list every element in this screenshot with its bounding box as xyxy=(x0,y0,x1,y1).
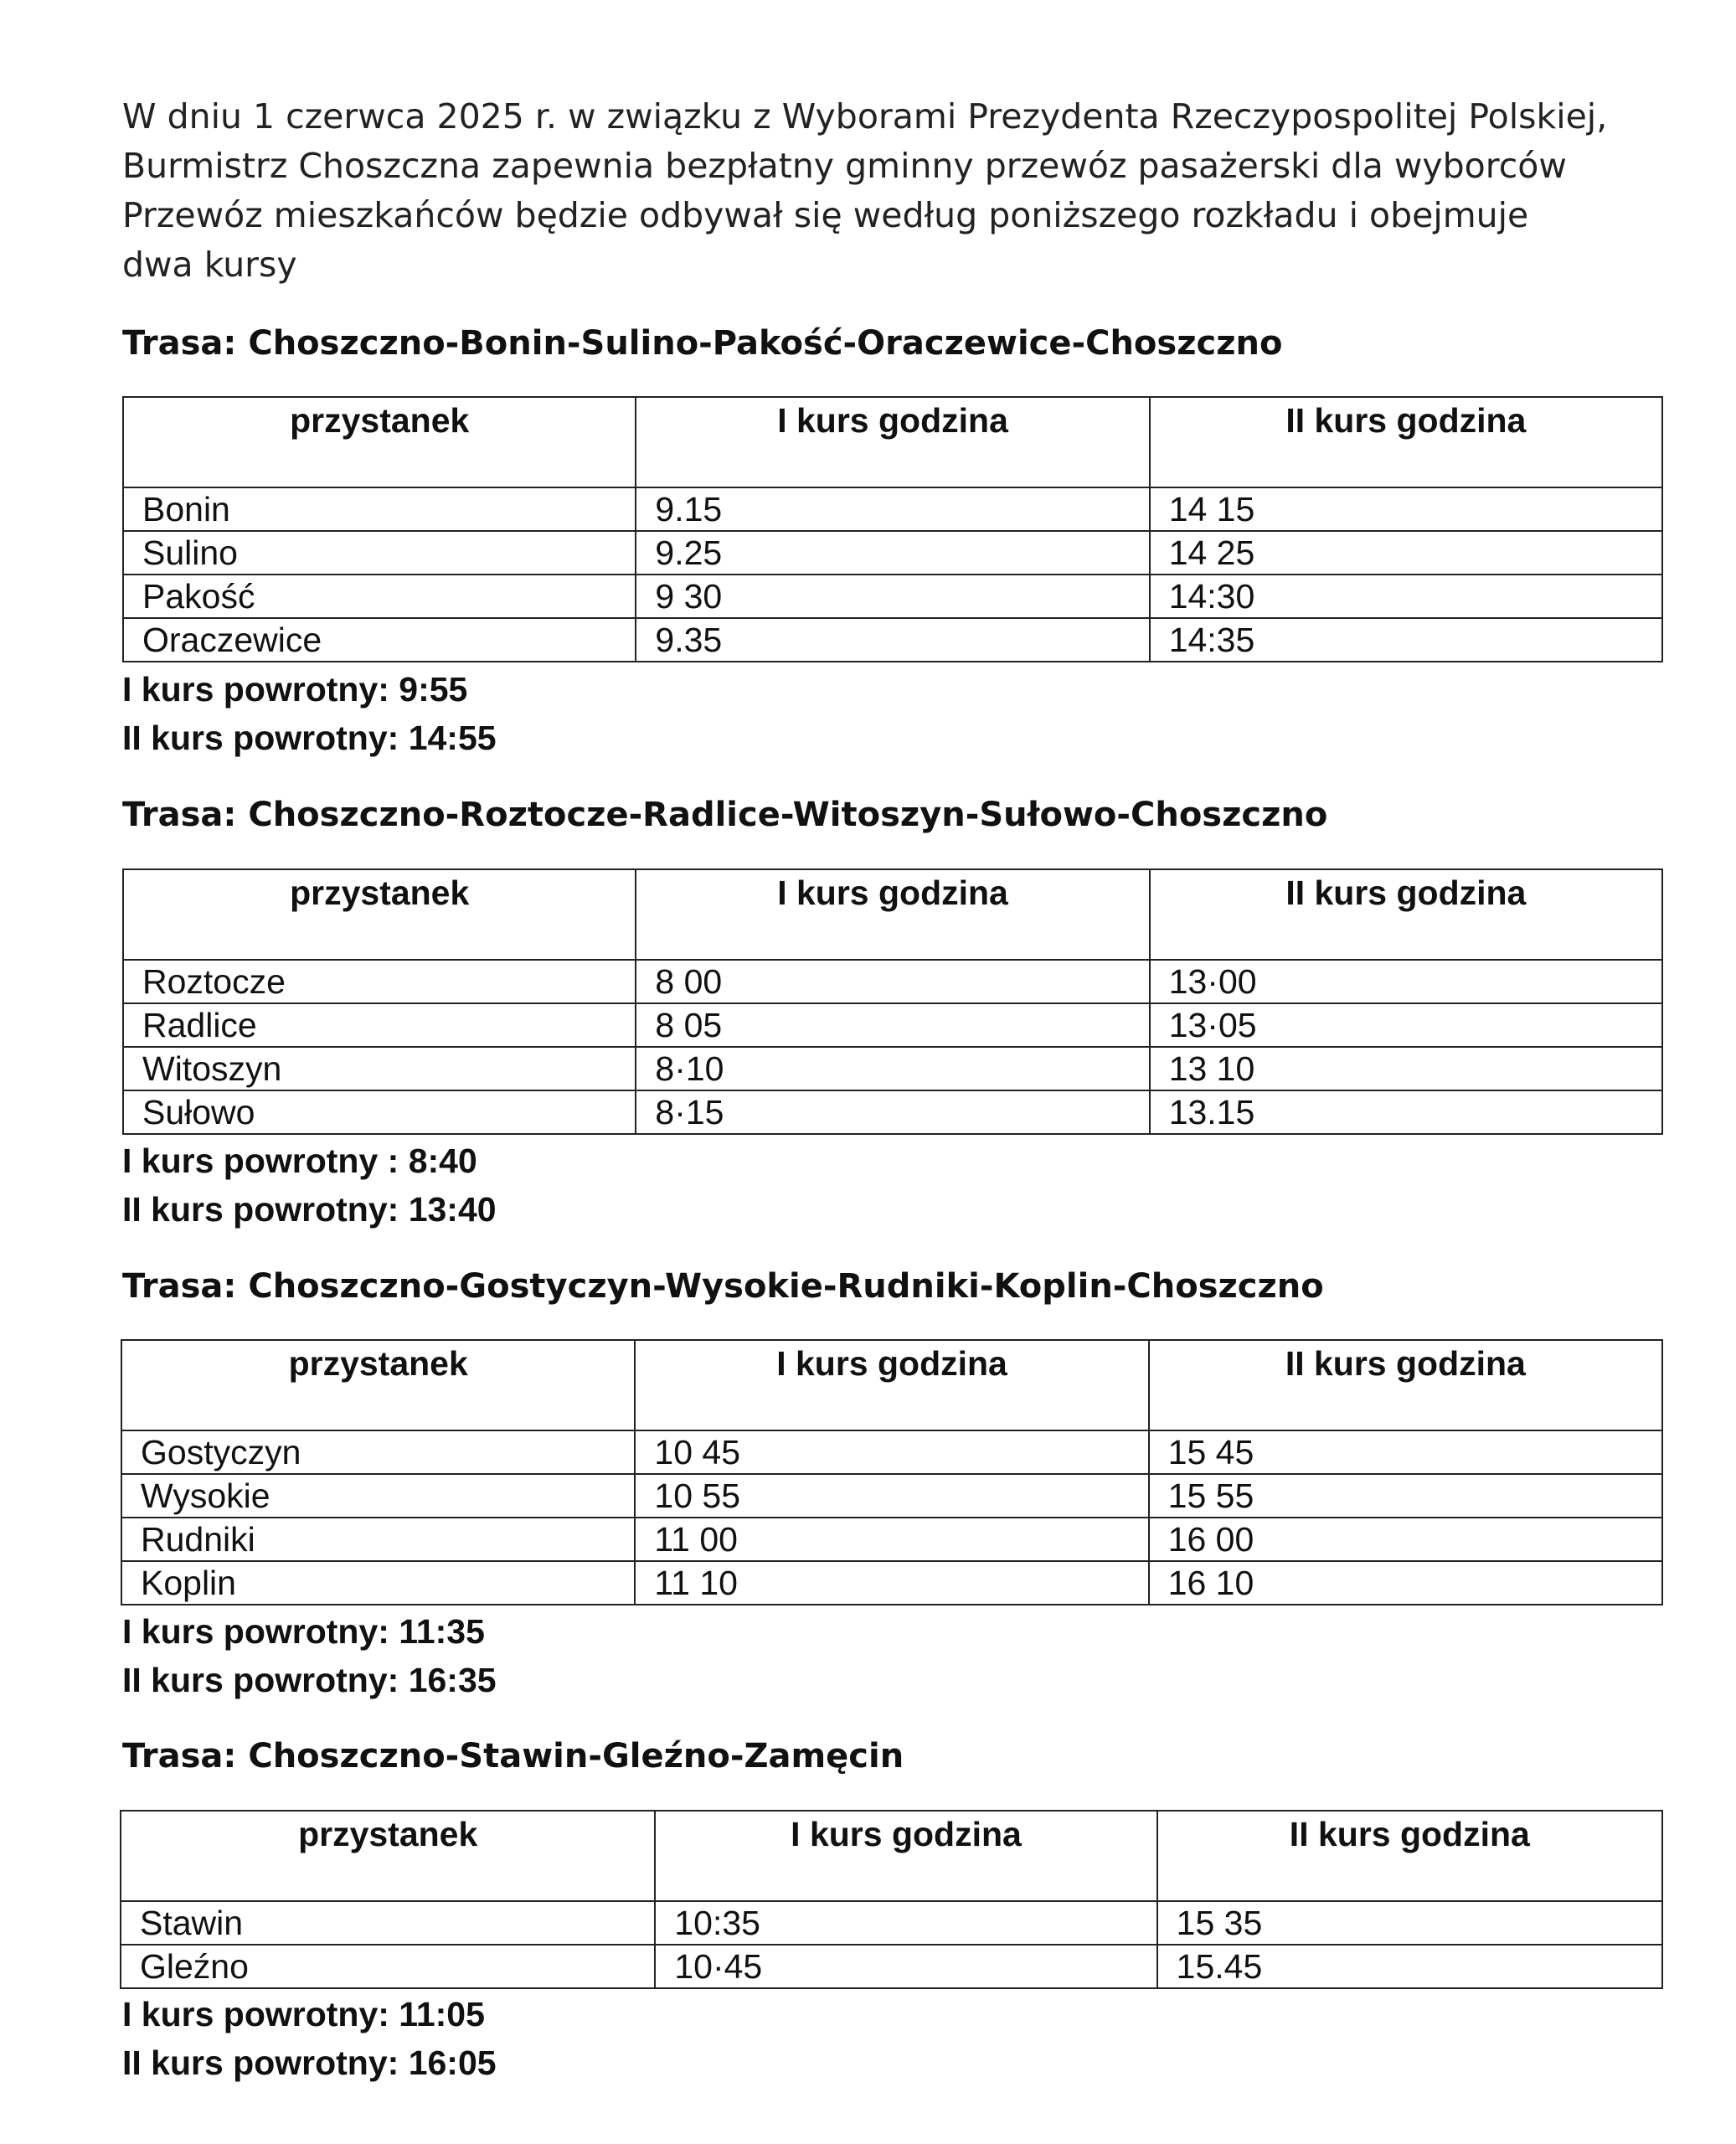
time-cell: 13.15 xyxy=(1150,1090,1662,1134)
table-row xyxy=(123,531,1662,575)
time-cell: 10:35 xyxy=(655,1901,1156,1945)
intro-line: dwa kursy xyxy=(122,245,297,285)
column-header: przystanek xyxy=(121,1811,655,1901)
schedule-table xyxy=(121,1339,1663,1605)
time-cell: 14 25 xyxy=(1150,531,1662,575)
table-row xyxy=(123,1047,1662,1090)
stop-cell: Koplin xyxy=(121,1561,635,1605)
table-row xyxy=(123,618,1662,662)
time-cell: 9.25 xyxy=(636,531,1149,575)
time-cell: 14:30 xyxy=(1150,575,1662,618)
time-cell: 15 45 xyxy=(1149,1430,1662,1474)
column-header: I kurs godzina xyxy=(635,1340,1148,1430)
stop-cell: Sułowo xyxy=(123,1090,636,1134)
route-title: Trasa: Choszczno-Stawin-Gleźno-Zamęcin xyxy=(122,1737,904,1776)
table-row xyxy=(121,1474,1662,1518)
column-header: I kurs godzina xyxy=(636,869,1149,960)
time-cell: 11 10 xyxy=(635,1561,1148,1605)
return-second: II kurs powrotny: 16:35 xyxy=(122,1661,497,1699)
stop-cell: Sulino xyxy=(123,531,636,575)
table-header-row xyxy=(121,1811,1662,1901)
return-second: II kurs powrotny: 16:05 xyxy=(122,2044,497,2082)
time-cell: 9 30 xyxy=(636,575,1149,618)
time-cell: 9.15 xyxy=(636,487,1149,531)
time-cell: 8·15 xyxy=(636,1090,1149,1134)
stop-cell: Roztocze xyxy=(123,960,636,1003)
stop-cell: Stawin xyxy=(121,1901,655,1945)
intro-line: Przewóz mieszkańców będzie odbywał się według poniższego rozkładu i obejmuje xyxy=(122,195,1529,235)
table-row xyxy=(121,1945,1662,1988)
stop-cell: Gostyczyn xyxy=(121,1430,635,1474)
route-title: Trasa: Choszczno-Gostyczyn-Wysokie-Rudniki-Koplin-Choszczno xyxy=(122,1267,1324,1306)
time-cell: 10·45 xyxy=(655,1945,1156,1988)
schedule-table xyxy=(122,396,1663,662)
table-row xyxy=(123,1090,1662,1134)
return-first: I kurs powrotny : 8:40 xyxy=(122,1142,477,1180)
route-title: Trasa: Choszczno-Bonin-Sulino-Pakość-Oraczewice-Choszczno xyxy=(122,324,1283,363)
time-cell: 8 00 xyxy=(636,960,1149,1003)
column-header: II kurs godzina xyxy=(1149,1340,1662,1430)
stop-cell: Gleźno xyxy=(121,1945,655,1988)
column-header: II kurs godzina xyxy=(1150,397,1662,487)
column-header: II kurs godzina xyxy=(1157,1811,1662,1901)
time-cell: 14 15 xyxy=(1150,487,1662,531)
table-header-row xyxy=(121,1340,1662,1430)
return-times xyxy=(122,1607,497,1704)
schedule-table xyxy=(120,1810,1663,1989)
return-times xyxy=(122,1990,497,2087)
column-header: przystanek xyxy=(123,869,636,960)
time-cell: 15 35 xyxy=(1157,1901,1662,1945)
return-first: I kurs powrotny: 9:55 xyxy=(122,670,468,709)
column-header: II kurs godzina xyxy=(1150,869,1662,960)
stop-cell: Radlice xyxy=(123,1003,636,1047)
stop-cell: Pakość xyxy=(123,575,636,618)
return-second: II kurs powrotny: 13:40 xyxy=(122,1190,497,1229)
time-cell: 10 45 xyxy=(635,1430,1148,1474)
table-header-row xyxy=(123,397,1662,487)
time-cell: 16 00 xyxy=(1149,1518,1662,1561)
time-cell: 11 00 xyxy=(635,1518,1148,1561)
stop-cell: Rudniki xyxy=(121,1518,635,1561)
time-cell: 13·00 xyxy=(1150,960,1662,1003)
table-row xyxy=(123,487,1662,531)
time-cell: 8 05 xyxy=(636,1003,1149,1047)
stop-cell: Witoszyn xyxy=(123,1047,636,1090)
time-cell: 15.45 xyxy=(1157,1945,1662,1988)
intro-text xyxy=(122,92,1680,290)
return-first: I kurs powrotny: 11:35 xyxy=(122,1612,485,1651)
stop-cell: Wysokie xyxy=(121,1474,635,1518)
column-header: I kurs godzina xyxy=(636,397,1149,487)
intro-line: W dniu 1 czerwca 2025 r. w związku z Wyborami Prezydenta Rzeczypospolitej Polskiej, xyxy=(122,96,1608,137)
table-row xyxy=(121,1518,1662,1561)
table-header-row xyxy=(123,869,1662,960)
stop-cell: Oraczewice xyxy=(123,618,636,662)
column-header: I kurs godzina xyxy=(655,1811,1156,1901)
time-cell: 13·05 xyxy=(1150,1003,1662,1047)
time-cell: 15 55 xyxy=(1149,1474,1662,1518)
time-cell: 10 55 xyxy=(635,1474,1148,1518)
table-row xyxy=(123,1003,1662,1047)
time-cell: 9.35 xyxy=(636,618,1149,662)
column-header: przystanek xyxy=(123,397,636,487)
time-cell: 13 10 xyxy=(1150,1047,1662,1090)
table-row xyxy=(123,960,1662,1003)
time-cell: 8·10 xyxy=(636,1047,1149,1090)
route-title: Trasa: Choszczno-Roztocze-Radlice-Witoszyn-Sułowo-Choszczno xyxy=(122,796,1328,834)
table-row xyxy=(121,1901,1662,1945)
column-header: przystanek xyxy=(121,1340,635,1430)
return-times xyxy=(122,665,497,762)
intro-line: Burmistrz Choszczna zapewnia bezpłatny gminny przewóz pasażerski dla wyborców xyxy=(122,146,1567,186)
table-row xyxy=(121,1561,1662,1605)
return-first: I kurs powrotny: 11:05 xyxy=(122,1995,485,2033)
table-row xyxy=(123,575,1662,618)
schedule-table xyxy=(122,868,1663,1135)
return-second: II kurs powrotny: 14:55 xyxy=(122,719,497,757)
stop-cell: Bonin xyxy=(123,487,636,531)
time-cell: 16 10 xyxy=(1149,1561,1662,1605)
table-row xyxy=(121,1430,1662,1474)
time-cell: 14:35 xyxy=(1150,618,1662,662)
return-times xyxy=(122,1136,497,1234)
